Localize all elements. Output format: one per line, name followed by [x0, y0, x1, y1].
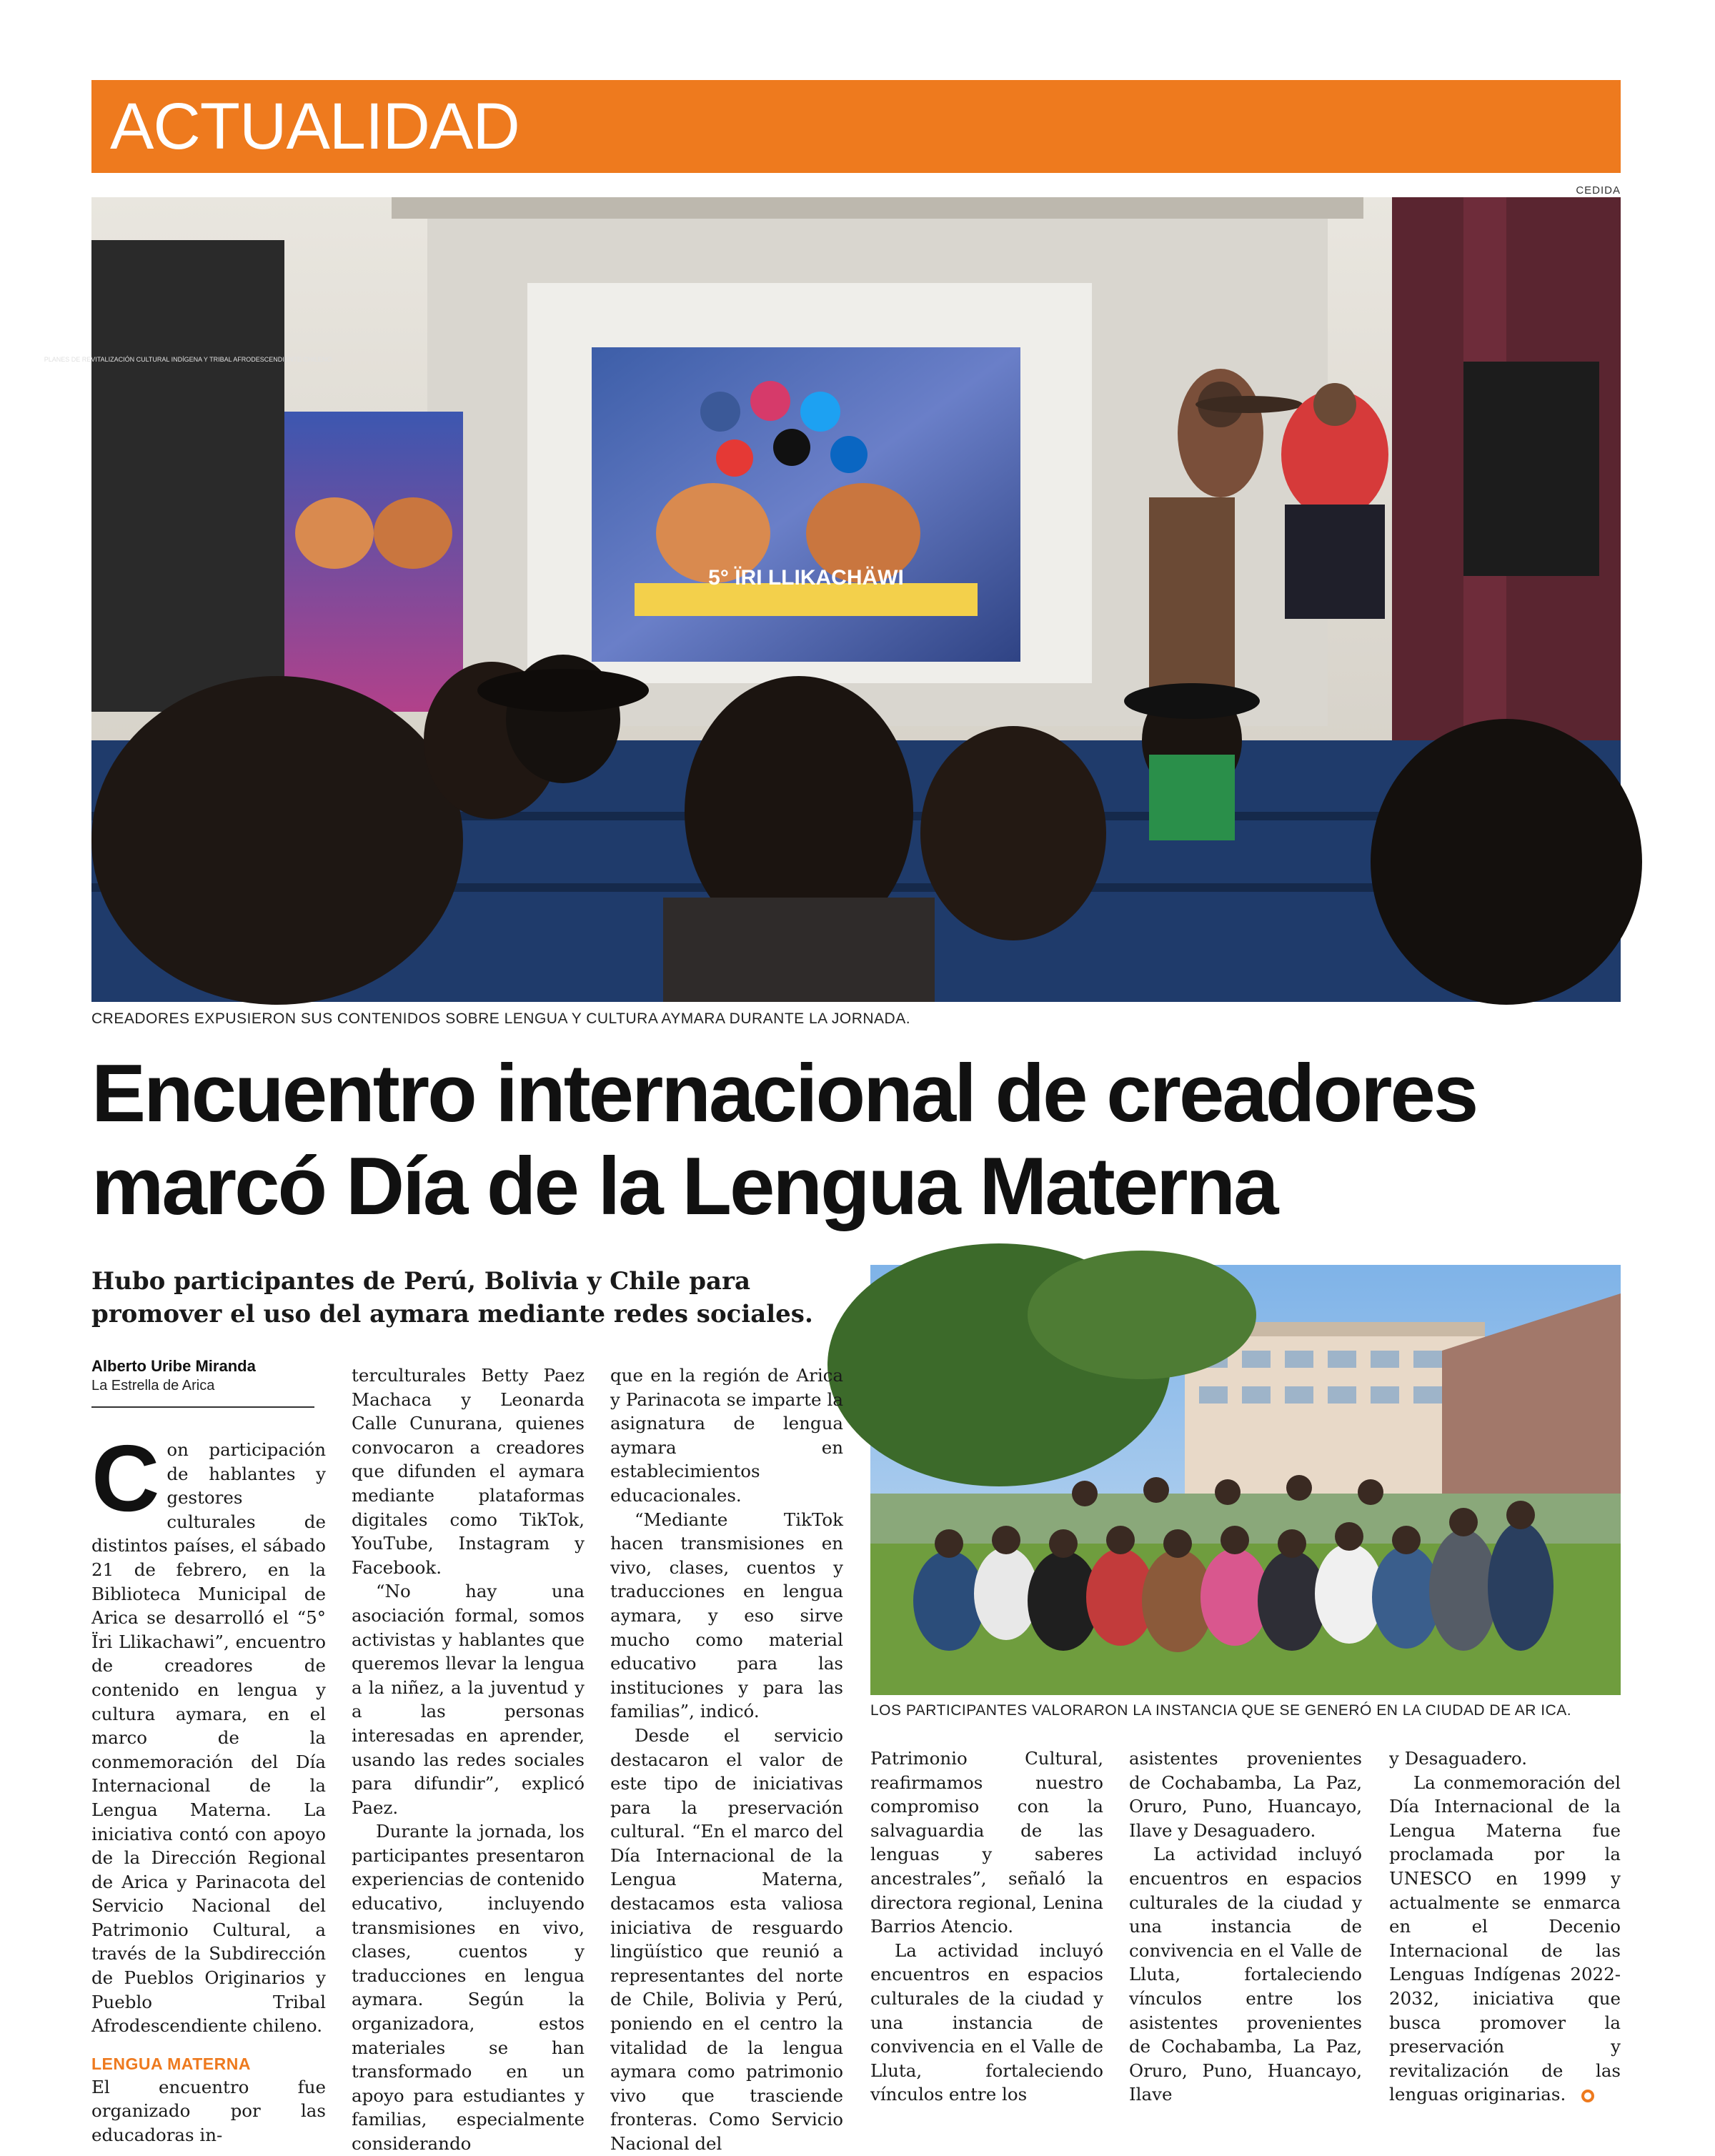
- paragraph: [91, 1426, 326, 2038]
- body-column-5: [1129, 1747, 1362, 2107]
- body-column-6: [1389, 1747, 1621, 2107]
- paragraph: La actividad incluyó encuentros en espacios culturales de la ciudad y una instancia de convivencia en el Valle de Lluta, fortaleciendo vínculos entre los asistentes provenientes de Cochabamba, La Paz, Oruro, Puno, Huancayo, Ilave: [1129, 1844, 1362, 2105]
- paragraph: La actividad incluyó encuentros en espacios culturales de la ciudad y una instancia de convivencia en el Valle de Lluta, fortaleciendo vínculos entre los: [870, 1939, 1103, 2105]
- headline-line-2: marcó Día de la Lengua Materna: [91, 1141, 1277, 1232]
- paragraph: “Mediante TikTok hacen transmisiones en vivo, clases, cuentos y traducciones en lengua aymara, y eso sirve mucho como material educativo para las instituciones y para las familias”, indicó.: [610, 1509, 843, 1722]
- screen-title: 5° ÏRI LLIKACHÄWI: [708, 566, 904, 590]
- body-column-2: [352, 1363, 585, 2156]
- subtitle-lengua-materna: LENGUA MATERNA: [91, 2054, 251, 2073]
- main-photo: [44, 197, 1621, 1002]
- banner-text: PLANES DE REVITALIZACIÓN CULTURAL INDÍGENA Y TRIBAL AFRODESCENDIENTE CHILENO: [44, 356, 332, 363]
- paragraph-text: La conmemoración del Día Internacional de la Lengua Materna fue proclamada por la UNESCO en 1999 y actualmente se enmarca en el Decenio Internacional de las Lenguas Indígenas 2022-2032, iniciativa que busca promover la preservación y revitalización de las lenguas originarias.: [1389, 1772, 1621, 2105]
- paragraph: y Desaguadero.: [1389, 1748, 1528, 1769]
- group-photo: [870, 1265, 1621, 1695]
- group-photo-caption: LOS PARTICIPANTES VALORARON LA INSTANCIA QUE SE GENERÓ EN LA CIUDAD DE AR ICA.: [870, 1702, 1572, 1719]
- body-column-1: [91, 1426, 326, 2147]
- paragraph: Desde el servicio destacaron el valor de este tipo de iniciativas para la preservación cultural. “En el marco del Día Internacional de la Lengua Materna, destacamos esta valiosa iniciativa de resguardo lingüístico que reunió a representantes del norte de Chile, Bolivia y Perú, poniendo en el centro la vitalidad de la lengua aymara como patrimonio vivo que trasciende fronteras. Como Servicio Nacional del: [610, 1724, 843, 2154]
- photo-credit: CEDIDA: [1576, 184, 1621, 197]
- section-label: ACTUALIDAD: [110, 90, 520, 163]
- paragraph: Patrimonio Cultural, reafirmamos nuestro compromiso con la salvaguardia de las lenguas y saberes ancestrales”, señaló la directora regional, Lenina Barrios Atencio.: [870, 1748, 1103, 1937]
- body-column-4: [870, 1747, 1103, 2107]
- paragraph: Durante la jornada, los participantes presentaron experiencias de contenido educativo, incluyendo transmisiones en vivo, clases, cuentos y traducciones en lengua aymara. Según la organizadora, estos materiales se han transformado en un apoyo para estudiantes y familias, especialmente considerando: [352, 1821, 585, 2154]
- byline: [91, 1356, 314, 1408]
- end-mark-icon: [1581, 2090, 1594, 2102]
- byline-outlet: La Estrella de Arica: [91, 1378, 215, 1394]
- headline: [91, 1048, 1621, 1233]
- body-column-3: [610, 1363, 843, 2156]
- paragraph: asistentes provenientes de Cochabamba, La Paz, Oruro, Puno, Huancayo, Ilave y Desaguadero.: [1129, 1748, 1362, 1841]
- subheadline: Hubo participantes de Perú, Bolivia y Chile para promover el uso del aymara mediante redes sociales.: [91, 1267, 813, 1328]
- byline-author: Alberto Uribe Miranda: [91, 1357, 256, 1375]
- main-photo-caption: CREADORES EXPUSIERON SUS CONTENIDOS SOBRE LENGUA Y CULTURA AYMARA DURANTE LA JORNADA.: [91, 1010, 911, 1027]
- paragraph: terculturales Betty Paez Machaca y Leonarda Calle Cunurana, quienes convocaron a creadores que difunden el aymara mediante plataformas digitales como TikTok, YouTube, Instagram y Facebook.: [352, 1365, 585, 1578]
- paragraph: que en la región de Arica y Parinacota se imparte la asignatura de lengua aymara en establecimientos educacionales.: [610, 1365, 843, 1506]
- paragraph: El encuentro fue organizado por las educadoras in-: [91, 2076, 326, 2146]
- paragraph-text: on participación de hablantes y gestores culturales de distintos países, el sábado 21 de febrero, en la Biblioteca Municipal de Arica se desarrolló el “5° Ïri Llikachawi”, encuentro de creadores de contenido en lengua y cultura aymara, en el marco de la conmemoración del Día Internacional de la Lengua Materna. La iniciativa contó con apoyo de la Dirección Regional de Arica y Parinacota del Servicio Nacional del Patrimonio Cultural, a través de la Subdirección de Pueblos Originarios y Pueblo Tribal Afrodescendiente chileno.: [91, 1439, 326, 2037]
- dropcap: C: [91, 1426, 160, 1531]
- headline-line-1: Encuentro internacional de creadores: [91, 1048, 1477, 1139]
- paragraph: [1389, 1771, 1621, 2107]
- section-header: [91, 80, 1621, 173]
- paragraph: “No hay una asociación formal, somos activistas y hablantes que queremos llevar la lengua a la niñez, a la juventud y a las personas interesadas en aprender, usando las redes sociales para difundir”, explicó Paez.: [352, 1581, 585, 1818]
